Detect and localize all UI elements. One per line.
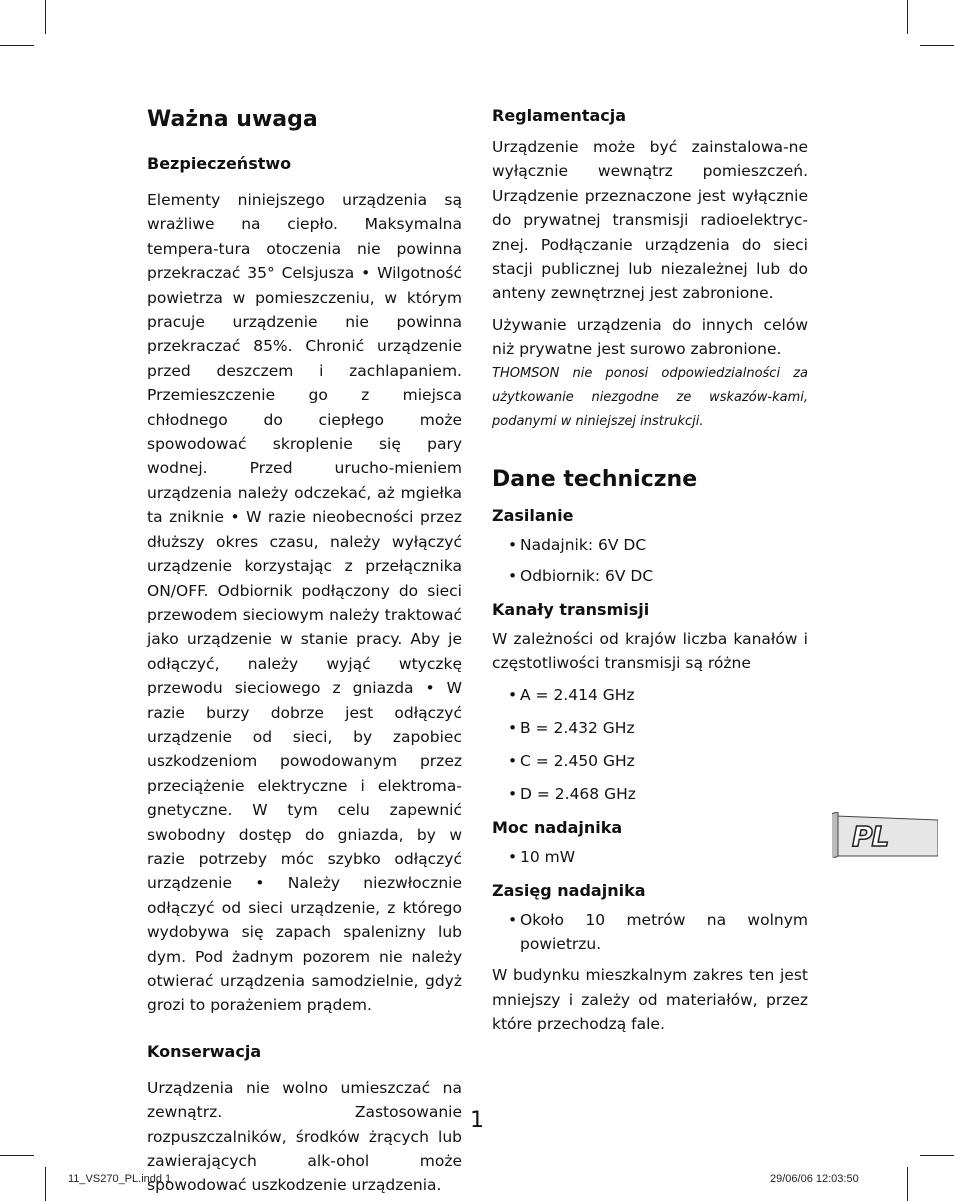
list-item: • A = 2.414 GHz xyxy=(508,686,635,705)
slug-date: 29/06/06 12:03:50 xyxy=(770,1173,859,1185)
list-item: • C = 2.450 GHz xyxy=(508,752,635,771)
regulation-text-2: Używanie urządzenia do innych celów niż prywatne jest surowo zabronione. xyxy=(492,315,808,359)
safety-text: Elementy niniejszego urządzenia są wrażliwe na ciepło. Maksymalna tempera-tura otoczenia nie powinna przekraczać 35° Celsjusza • Wilgotność powietrza w pomieszczeniu, w którym pracuje urządzenie nie powinna przekraczać 85%. Chronić urządzenie przed deszczem i zachlapaniem. Przemieszczenie go z miejsca chłodnego do ciepłego może spowodować skroplenie się pary wodnej. Przed urucho-mieniem urządzenia należy odczekać, aż mgiełka ta zniknie • W razie nieobecności przez dłuższy okres czasu, należy wyłączyć urządzenie korzystając z przełącznika ON/OFF. Odbiornik podłączony do sieci przewodem sieciowym należy traktować jako urządzenie w stanie pracy. Aby je odłączyć, należy wyjąć wtyczkę przewodu sieciowego z gniazda • W razie burzy dobrze jest odłączyć urządzenie od sieci, by zapobiec uszkodzeniom powodowanym przez przeciążenie elektryczne i elektroma-gnetyczne. W tym celu zapewnić swobodny dostęp do gniazda, by w razie potrzeby móc szybko odłączyć urządzenie • Należy niezwłocznie odłączyć od sieci urządzenie, z którego wydobywa się zapach spalenizny lub dym. Pod żadnym pozorem nie należy otwierać urządzenia samodzielnie, gdyż grozi to porażeniem prądem. xyxy=(147,191,462,1015)
crop-mark xyxy=(920,1155,954,1156)
power-heading: Zasilanie xyxy=(492,505,574,525)
right-column xyxy=(492,104,808,1037)
channels-text: W zależności od krajów liczba kanałów i częstotliwości transmisji są różne xyxy=(492,629,808,673)
disclaimer-note: THOMSON nie ponosi odpowiedzialności za użytkowanie niezgodne ze wskazów-kami, podanymi w niniejszej instrukcji. xyxy=(492,365,808,429)
regulation-heading: Reglamentacja xyxy=(492,106,627,125)
safety-heading: Bezpieczeństwo xyxy=(147,154,292,173)
maintenance-text: Urządzenia nie wolno umieszczać na zewnątrz. Zastosowanie rozpuszczalników, środków żrących lub zawierających alk-ohol może spowodować uszkodzenie urządzenia. xyxy=(147,1078,462,1195)
crop-mark xyxy=(0,1155,34,1156)
left-column xyxy=(147,104,462,1198)
range-text: W budynku mieszkalnym zakres ten jest mniejszy i zależy od materiałów, przez które przechodzą fale. xyxy=(492,966,808,1034)
list-item: • Nadajnik: 6V DC xyxy=(508,535,647,554)
tech-title: Dane techniczne xyxy=(492,466,698,492)
crop-mark xyxy=(45,1167,46,1201)
language-tab xyxy=(832,812,938,858)
language-tab-label: PL xyxy=(852,820,889,853)
power-tx-list xyxy=(492,845,808,869)
channels-list xyxy=(492,683,808,806)
list-item: • B = 2.432 GHz xyxy=(508,719,635,738)
list-item: • 10 mW xyxy=(508,848,576,867)
power-list xyxy=(492,533,808,588)
crop-mark xyxy=(907,1167,908,1201)
page-title: Ważna uwaga xyxy=(147,107,318,132)
range-heading: Zasięg nadajnika xyxy=(492,881,646,901)
crop-mark xyxy=(45,0,46,34)
regulation-text: Urządzenie może być zainstalowa-ne wyłącznie wewnątrz pomieszczeń. Urządzenie przeznaczone jest wyłącznie do prywatnej transmisji radioelektryc-znej. Podłączanie urządzenia do sieci stacji publicznej lub niezależnej lub do anteny zewnętrznej jest zabronione. xyxy=(492,138,808,303)
list-item: • D = 2.468 GHz xyxy=(508,785,636,804)
list-item: • Odbiornik: 6V DC xyxy=(508,566,654,585)
crop-mark xyxy=(920,45,954,46)
crop-mark xyxy=(0,45,34,46)
slug-file: 11_VS270_PL.indd 1 xyxy=(68,1173,172,1185)
list-item: • Około 10 metrów na wolnym powietrzu. xyxy=(508,911,808,954)
channels-heading: Kanały transmisji xyxy=(492,599,650,619)
page-number: 1 xyxy=(470,1108,484,1133)
crop-mark xyxy=(907,0,908,34)
power-tx-heading: Moc nadajnika xyxy=(492,818,623,838)
maintenance-heading: Konserwacja xyxy=(147,1041,262,1061)
